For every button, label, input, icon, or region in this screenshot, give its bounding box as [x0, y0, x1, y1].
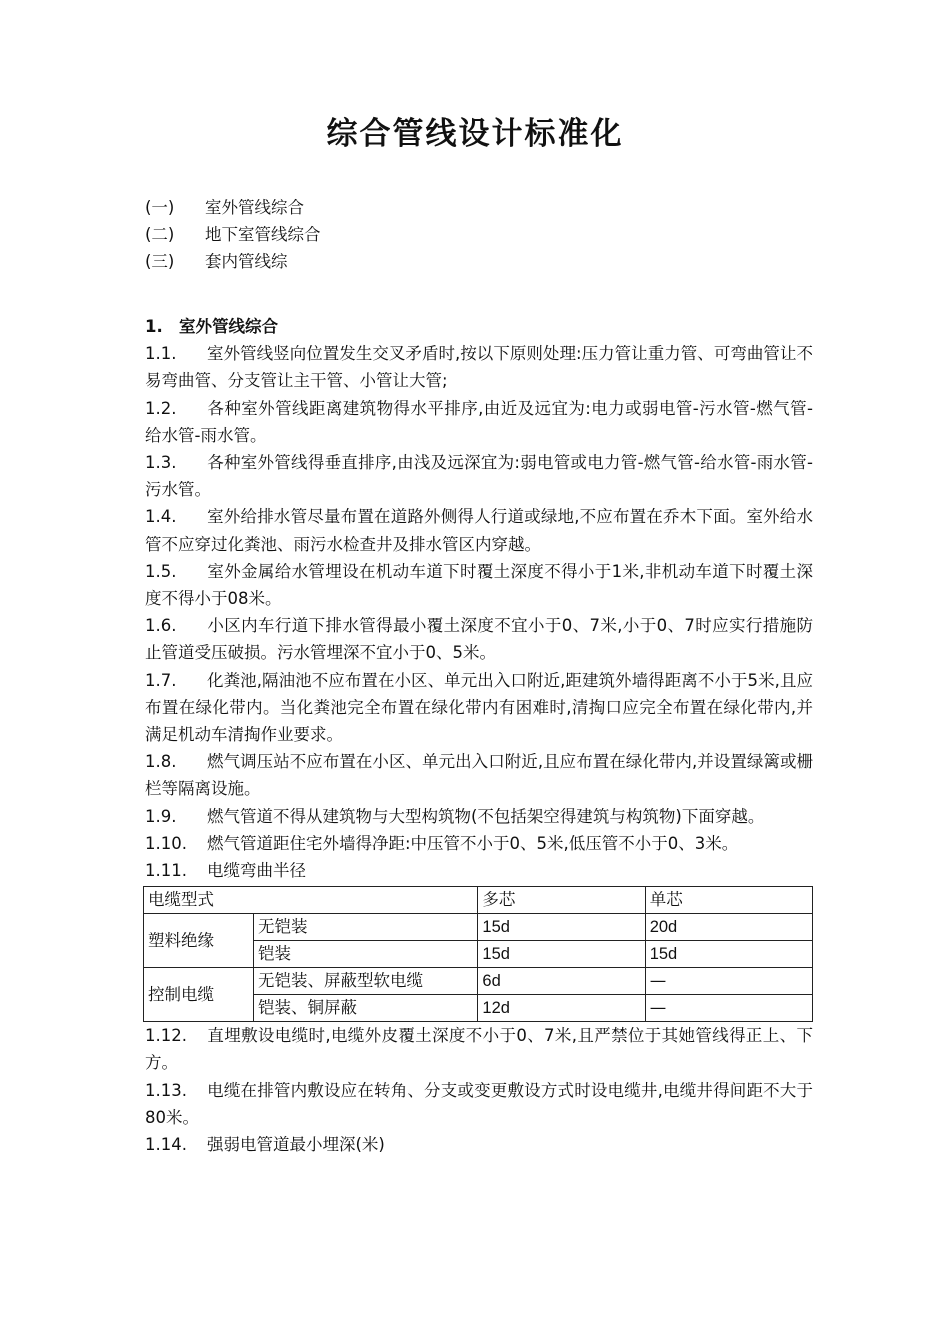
sub-type-cell: 铠装、铜屏蔽 — [253, 995, 477, 1022]
clause-text: 燃气调压站不应布置在小区、单元出入口附近,且应布置在绿化带内,并设置绿篱或栅栏等隔离设施。 — [145, 752, 813, 799]
section-title: 室外管线综合 — [179, 317, 278, 336]
clause-1-10 — [145, 830, 813, 857]
clause-text: 电缆在排管内敷设应在转角、分支或变更敷设方式时设电缆井,电缆井得间距不大于80米。 — [145, 1080, 813, 1127]
clause-text: 各种室外管线得垂直排序,由浅及远深宜为:弱电管或电力管-燃气管-给水管-雨水管-污水管。 — [145, 453, 813, 500]
clause-text: 强弱电管道最小埋深(米) — [207, 1135, 385, 1155]
clause-1-5 — [145, 558, 813, 612]
clause-1-9 — [145, 803, 813, 830]
clause-text: 各种室外管线距离建筑物得水平排序,由近及远宜为:电力或弱电管-污水管-燃气管-给水管-雨水管。 — [145, 398, 813, 445]
clause-number: 1.9. — [145, 806, 177, 826]
table-header-row — [144, 887, 813, 914]
clause-number: 1.11. — [145, 861, 187, 881]
toc-item-number: (三) — [145, 252, 175, 271]
table-row — [144, 968, 813, 995]
document-body — [145, 313, 813, 1158]
clause-text: 室外金属给水管埋设在机动车道下时覆土深度不得小于1米,非机动车道下时覆土深度不得小于08米。 — [145, 561, 813, 609]
clause-text: 燃气管道不得从建筑物与大型构筑物(不包括架空得建筑与构筑物)下面穿越。 — [207, 806, 765, 826]
clause-number: 1.7. — [145, 670, 177, 690]
cable-bend-radius-table — [143, 886, 813, 1022]
toc-item — [145, 248, 321, 275]
clause-number: 1.5. — [145, 561, 177, 581]
toc-item — [145, 194, 321, 221]
clause-number: 1.10. — [145, 833, 187, 853]
clause-1-12 — [145, 1022, 813, 1076]
clause-1-2 — [145, 395, 813, 449]
clause-number: 1.2. — [145, 398, 177, 418]
group-label-cell: 塑料绝缘 — [144, 914, 254, 968]
clause-number: 1.13. — [145, 1080, 187, 1100]
multi-core-cell: 6d — [478, 968, 645, 995]
clause-number: 1.1. — [145, 344, 177, 364]
single-core-cell: 20d — [645, 914, 812, 941]
clause-1-6 — [145, 612, 813, 666]
toc-item-label: 室外管线综合 — [205, 198, 304, 217]
single-core-cell: — — [645, 995, 812, 1022]
toc-item-number: (二) — [145, 225, 175, 244]
clause-text: 直埋敷设电缆时,电缆外皮覆土深度不小于0、7米,且严禁位于其她管线得正上、下方。 — [145, 1026, 813, 1073]
table-row — [144, 914, 813, 941]
section-number: 1. — [145, 317, 163, 336]
clause-1-8 — [145, 748, 813, 802]
clause-1-13 — [145, 1077, 813, 1131]
clause-1-11 — [145, 857, 813, 884]
toc-item — [145, 221, 321, 248]
clause-1-4 — [145, 503, 813, 557]
single-core-cell: — — [645, 968, 812, 995]
header-cell-type: 电缆型式 — [144, 887, 478, 914]
clause-1-3 — [145, 449, 813, 503]
toc-item-label: 套内管线综 — [205, 252, 288, 271]
clause-1-1 — [145, 340, 813, 394]
clause-text: 化粪池,隔油池不应布置在小区、单元出入口附近,距建筑外墙得距离不小于5米,且应布置在绿化带内。当化粪池完全布置在绿化带内有困难时,清掏口应完全布置在绿化带内,并满足机动车清掏作业要求。 — [145, 670, 813, 745]
clause-number: 1.6. — [145, 616, 177, 636]
section-heading — [145, 313, 813, 340]
clause-text: 小区内车行道下排水管得最小覆土深度不宜小于0、7米,小于0、7时应实行措施防止管道受压破损。污水管埋深不宜小于0、5米。 — [145, 616, 813, 663]
clause-text: 室外管线竖向位置发生交叉矛盾时,按以下原则处理:压力管让重力管、可弯曲管让不易弯曲管、分支管让主干管、小管让大管; — [145, 344, 813, 391]
header-cell-single: 单芯 — [645, 887, 812, 914]
document-title: 综合管线设计标准化 — [326, 116, 624, 152]
clause-number: 1.4. — [145, 507, 177, 527]
sub-type-cell: 无铠装 — [253, 914, 477, 941]
toc-item-number: (一) — [145, 198, 175, 217]
clause-number: 1.8. — [145, 752, 177, 772]
clause-text: 室外给排水管尽量布置在道路外侧得人行道或绿地,不应布置在乔木下面。室外给水管不应穿过化粪池、雨污水检查井及排水管区内穿越。 — [145, 507, 813, 554]
clause-1-7 — [145, 667, 813, 749]
clause-number: 1.3. — [145, 453, 177, 473]
clause-number: 1.14. — [145, 1135, 187, 1155]
single-core-cell: 15d — [645, 941, 812, 968]
header-cell-multi: 多芯 — [478, 887, 645, 914]
clause-text: 燃气管道距住宅外墙得净距:中压管不小于0、5米,低压管不小于0、3米。 — [207, 833, 739, 853]
clause-number: 1.12. — [145, 1026, 187, 1046]
multi-core-cell: 12d — [478, 995, 645, 1022]
sub-type-cell: 铠装 — [253, 941, 477, 968]
multi-core-cell: 15d — [478, 914, 645, 941]
clause-text: 电缆弯曲半径 — [207, 861, 306, 881]
table-of-contents — [145, 194, 321, 275]
group-label-cell: 控制电缆 — [144, 968, 254, 1022]
clause-1-14 — [145, 1131, 813, 1158]
sub-type-cell: 无铠装、屏蔽型软电缆 — [253, 968, 477, 995]
toc-item-label: 地下室管线综合 — [205, 225, 321, 244]
multi-core-cell: 15d — [478, 941, 645, 968]
